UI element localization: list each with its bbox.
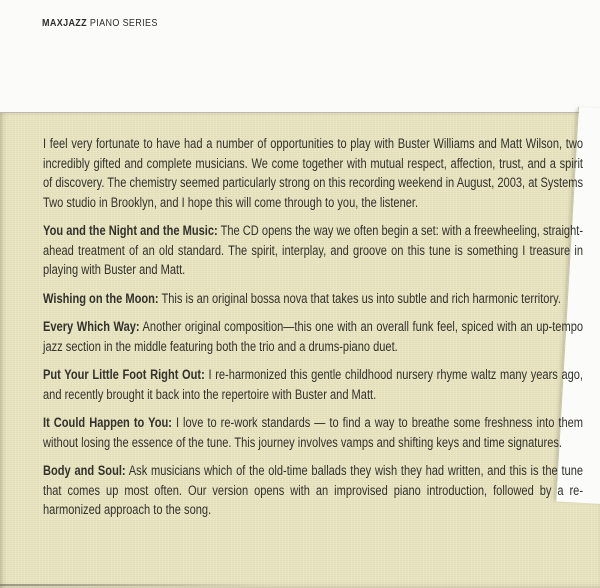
track-description: Another original composition—this one with an overall funk feel, spiced with an up-tempo jazz section in the middle featuring both the trio and a drums-piano duet. bbox=[43, 319, 584, 354]
track-note-paragraph bbox=[43, 221, 583, 280]
track-title: It Could Happen to You: bbox=[43, 415, 172, 430]
track-note-paragraph bbox=[43, 317, 583, 356]
track-title: You and the Night and the Music: bbox=[43, 223, 218, 238]
track-title: Put Your Little Foot Right Out: bbox=[43, 367, 205, 382]
track-title: Wishing on the Moon: bbox=[43, 290, 159, 306]
series-name: PIANO SERIES bbox=[89, 18, 158, 29]
track-note-paragraph bbox=[43, 461, 583, 520]
track-note-paragraph bbox=[43, 413, 583, 452]
brand-name: MAXJAZZ bbox=[42, 18, 88, 29]
series-label bbox=[42, 18, 158, 29]
track-note-paragraph bbox=[43, 365, 583, 404]
page-top-edge bbox=[0, 112, 579, 113]
track-title: Every Which Way: bbox=[43, 319, 140, 334]
page-bottom-edge bbox=[0, 584, 272, 586]
liner-notes-text bbox=[43, 134, 583, 520]
track-description: Ask musicians which of the old-time ballads they wish they had written, and this is the tune that comes up most often. Our version opens with an improvised piano introduction, followed by a re-harmonized approach to the song. bbox=[43, 463, 584, 517]
track-title: Body and Soul: bbox=[43, 463, 126, 478]
intro-paragraph: I feel very fortunate to have had a number of opportunities to play with Buster Williams and Matt Wilson, two incredibly gifted and complete musicians. We come together with mutual respect, affection, trust, and a spirit of discovery. The chemistry seemed particularly strong on this recording weekend in August, 2003, at Systems Two studio in Brooklyn, and I hope this will come through to you, the listener. bbox=[43, 136, 584, 210]
liner-notes bbox=[43, 134, 583, 529]
track-description: The CD opens the way we often begin a set: with a freewheeling, straight-ahead treatment of an old standard. The spirit, interplay, and groove on this tune is something I treasure in playing with Buster and Matt. bbox=[43, 223, 584, 277]
track-description: I re-harmonized this gentle childhood nursery rhyme waltz many years ago, and recently brought it back into the repertoire with Buster and Matt. bbox=[43, 367, 584, 402]
track-description: This is an original bossa nova that takes us into subtle and rich harmonic territory. bbox=[161, 290, 561, 306]
track-description: I love to re-work standards — to find a way to breathe some freshness into them without losing the essence of the tune. This journey involves vamps and shifting keys and time signatures. bbox=[43, 415, 584, 450]
track-note-paragraph bbox=[43, 289, 583, 309]
